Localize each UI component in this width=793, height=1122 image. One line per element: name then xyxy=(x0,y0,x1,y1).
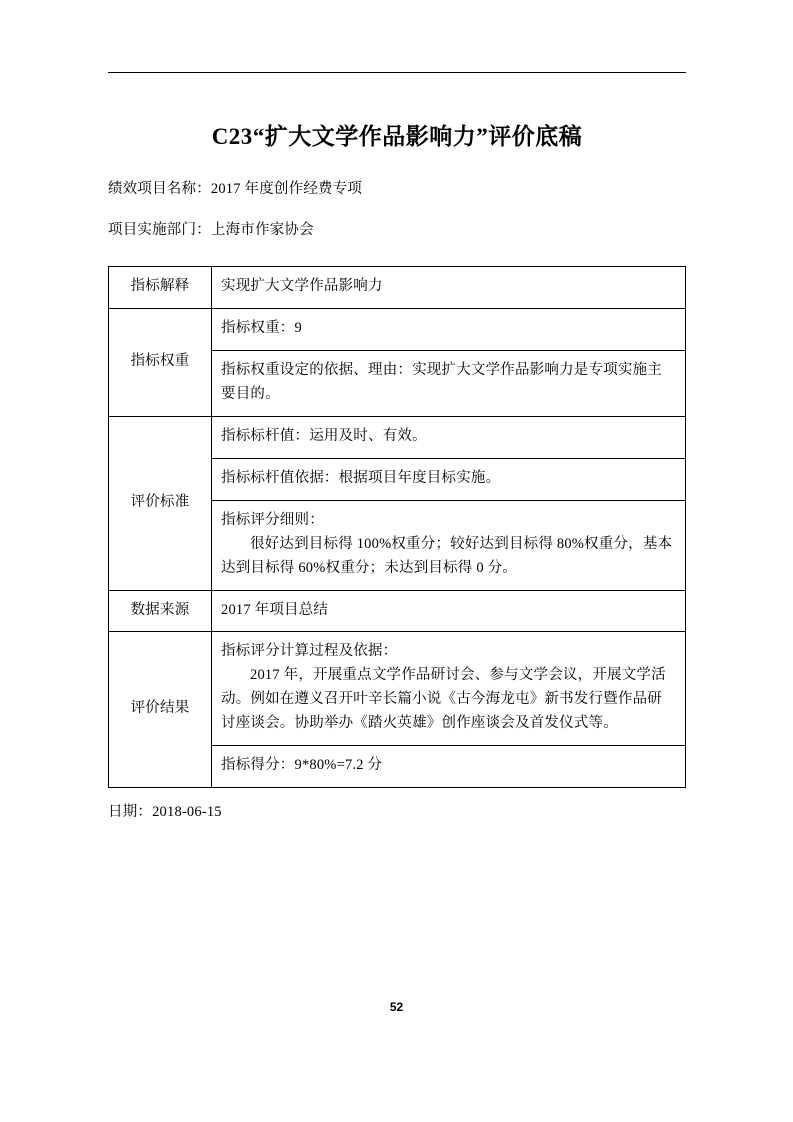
cell-final-score: 指标得分：9*80%=7.2 分 xyxy=(212,746,686,788)
cell-indicator-explanation: 实现扩大文学作品影响力 xyxy=(212,267,686,309)
cell-scoring-rules xyxy=(212,500,686,590)
row-label-evaluation-result: 评价结果 xyxy=(109,632,212,788)
score-process-detail: 2017 年，开展重点文学作品研讨会、参与文学会议，开展文学活动。例如在遵义召开叶辛长篇小说《古今海龙屯》新书发行暨作品研讨座谈会。协助举办《踏火英雄》创作座谈会及首发仪式等。 xyxy=(221,667,666,732)
table-row xyxy=(109,267,686,309)
header-rule xyxy=(108,72,686,73)
table-row xyxy=(109,590,686,632)
evaluation-table xyxy=(108,266,686,788)
scoring-rules-detail: 很好达到目标得 100%权重分；较好达到目标得 80%权重分，基本达到目标得 60%权重分；未达到目标得 0 分。 xyxy=(221,535,673,576)
meta-department: 项目实施部门：上海市作家协会 xyxy=(108,222,314,239)
cell-weight-basis: 指标权重设定的依据、理由：实现扩大文学作品影响力是专项实施主要目的。 xyxy=(212,351,686,417)
score-process-heading: 指标评分计算过程及依据： xyxy=(221,643,398,660)
meta-project-name: 绩效项目名称：2017 年度创作经费专项 xyxy=(108,180,363,197)
document-content xyxy=(108,110,686,821)
document-date: 日期：2018-06-15 xyxy=(108,804,222,821)
table-row xyxy=(109,416,686,458)
row-label-indicator-explanation: 指标解释 xyxy=(109,267,212,309)
cell-benchmark-basis: 指标标杆值依据：根据项目年度目标实施。 xyxy=(212,458,686,500)
row-label-indicator-weight: 指标权重 xyxy=(109,309,212,417)
page-number: 52 xyxy=(389,1000,404,1014)
row-label-evaluation-standard: 评价标准 xyxy=(109,416,212,590)
cell-score-process xyxy=(212,632,686,746)
cell-weight-value: 指标权重：9 xyxy=(212,309,686,351)
scoring-rules-heading: 指标评分细则： xyxy=(221,511,324,528)
cell-benchmark-value: 指标标杆值：运用及时、有效。 xyxy=(212,416,686,458)
page-title: C23“扩大文学作品影响力”评价底稿 xyxy=(211,124,583,149)
table-row xyxy=(109,309,686,351)
table-row xyxy=(109,632,686,746)
cell-data-source: 2017 年项目总结 xyxy=(212,590,686,632)
row-label-data-source: 数据来源 xyxy=(109,590,212,632)
